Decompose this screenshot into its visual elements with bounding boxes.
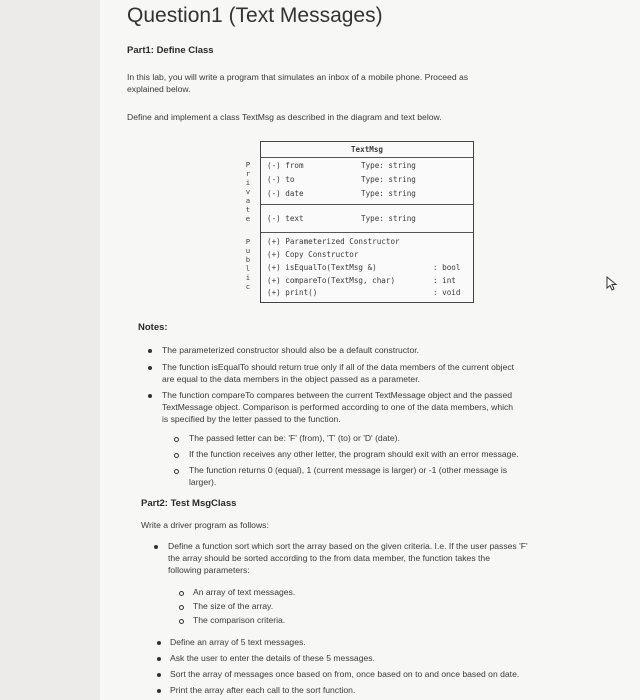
note-bullet-2-line1: The function isEqualTo should return true only if all of the data members of the current object — [162, 362, 515, 372]
note-sub-1: The passed letter can be: 'F' (from), 'T' (to) or 'D' (date). — [189, 433, 400, 443]
uml-attr-type: Type: string — [361, 214, 416, 223]
part2-bullet-4: Sort the array of messages once based on from, once based on to and once based on date. — [170, 669, 520, 679]
public-label: P u b l i c — [245, 237, 251, 291]
bullet — [157, 689, 161, 693]
uml-method-sig: (+) Parameterized Constructor — [267, 237, 400, 246]
part1-intro-line2: explained below. — [127, 84, 191, 94]
part2-sub-2: The size of the array. — [193, 601, 274, 611]
sub-bullet — [179, 591, 184, 596]
notes-heading: Notes: — [138, 322, 168, 333]
note-bullet-2-line2: are equal to the data members in the object passed as a parameter. — [162, 374, 420, 384]
uml-attr-type: Type: string — [361, 161, 416, 170]
part1-intro-line1: In this lab, you will write a program that simulates an inbox of a mobile phone. Proceed as — [127, 72, 469, 82]
part2-sub-3: The comparison criteria. — [193, 615, 286, 625]
note-bullet-3-line2: TextMessage object. Comparison is performed according to one of the data members, which — [162, 402, 514, 412]
uml-attr-name: (-) date — [267, 189, 304, 198]
uml-attr-name: (-) from — [267, 161, 304, 170]
uml-method-sig: (+) compareTo(TextMsg, char) — [267, 276, 396, 285]
mouse-pointer-icon — [605, 276, 619, 292]
part2-bullet-1-line2: the array should be sorted according to the from data member, the function takes the — [168, 553, 490, 563]
bullet — [148, 394, 152, 398]
part2-intro: Write a driver program as follows: — [141, 520, 269, 530]
sub-bullet — [174, 453, 179, 458]
bullet — [157, 641, 161, 645]
uml-method-ret: : int — [433, 276, 456, 285]
part2-heading: Part2: Test MsgClass — [141, 498, 237, 509]
sub-bullet — [174, 437, 179, 442]
page-title: Question1 (Text Messages) — [127, 4, 383, 27]
bullet — [154, 545, 158, 549]
uml-class-name: TextMsg — [350, 145, 383, 154]
uml-method-sig: (+) Copy Constructor — [267, 250, 359, 259]
note-sub-2: If the function receives any other letter, the program should exit with an error message. — [189, 449, 519, 459]
uml-divider — [261, 157, 473, 158]
note-sub-3-line1: The function returns 0 (equal), 1 (current message is larger) or -1 (other message is — [189, 465, 508, 475]
uml-divider — [261, 232, 473, 233]
part1-heading: Part1: Define Class — [127, 45, 214, 56]
part2-bullet-1-line1: Define a function sort which sort the array based on the given criteria. I.e. If the user passes 'F' — [168, 541, 528, 551]
sub-bullet — [179, 619, 184, 624]
bullet — [148, 366, 152, 370]
part2-bullet-5: Print the array after each call to the sort function. — [170, 685, 356, 695]
private-label: P r i v a t e — [245, 160, 251, 223]
note-sub-3-line2: larger). — [189, 477, 217, 487]
uml-class-diagram — [260, 141, 474, 303]
part2-bullet-1-line3: following parameters: — [168, 565, 250, 575]
sub-bullet — [174, 469, 179, 474]
part2-sub-1: An array of text messages. — [193, 587, 296, 597]
part2-bullet-2: Define an array of 5 text messages. — [170, 637, 306, 647]
note-bullet-3-line3: is specified by the letter passed to the function. — [162, 414, 341, 424]
uml-method-sig: (+) isEqualTo(TextMsg &) — [267, 263, 377, 272]
uml-attr-type: Type: string — [361, 189, 416, 198]
uml-attr-type: Type: string — [361, 175, 416, 184]
uml-method-ret: : void — [433, 288, 461, 297]
uml-method-sig: (+) print() — [267, 288, 318, 297]
uml-attr-name: (-) text — [267, 214, 304, 223]
note-bullet-1: The parameterized constructor should also be a default constructor. — [162, 345, 419, 355]
part1-define-text: Define and implement a class TextMsg as described in the diagram and text below. — [127, 112, 442, 122]
uml-method-ret: : bool — [433, 263, 461, 272]
uml-divider — [261, 204, 473, 205]
bullet — [157, 673, 161, 677]
note-bullet-3-line1: The function compareTo compares between the current TextMessage object and the passed — [162, 390, 513, 400]
part2-bullet-3: Ask the user to enter the details of these 5 messages. — [170, 653, 375, 663]
bullet — [157, 657, 161, 661]
bullet — [148, 349, 152, 353]
sub-bullet — [179, 605, 184, 610]
uml-attr-name: (-) to — [267, 175, 295, 184]
